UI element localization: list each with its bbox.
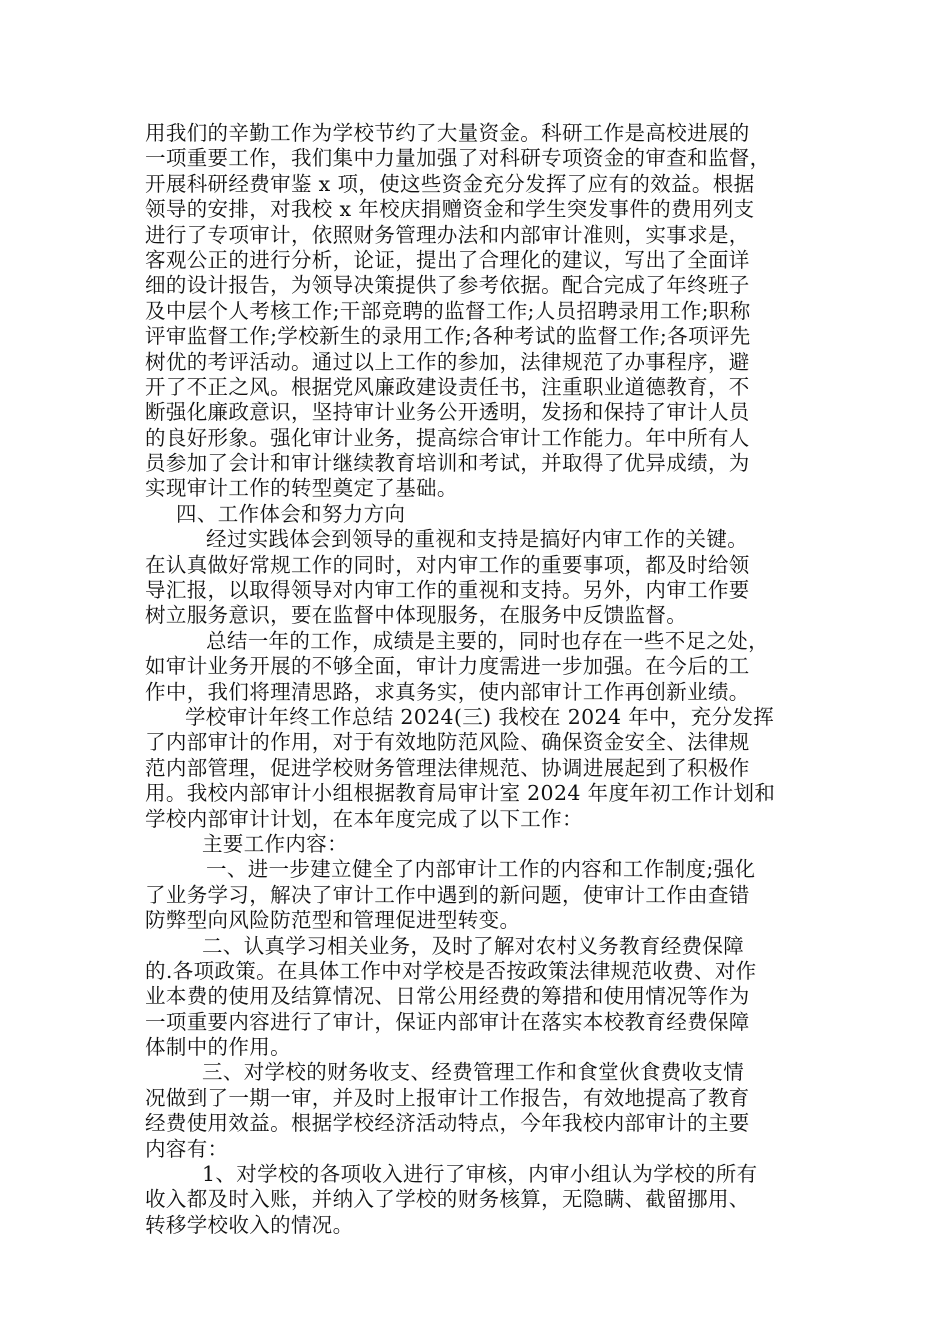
text-line: 二、认真学习相关业务，及时了解对农村义务教育经费保障 [202, 933, 745, 958]
section-heading: 主要工作内容： [202, 831, 348, 856]
text-line: 转移学校收入的情况。 [145, 1212, 354, 1237]
text-line: 业本费的使用及结算情况、日常公用经费的筹措和使用情况等作为 [145, 984, 750, 1009]
text-line: 了内部审计的作用，对于有效地防范风险、确保资金安全、法律规 [145, 730, 750, 755]
text-line: 开了不正之风。根据党风廉政建设责任书，注重职业道德教育，不 [145, 374, 750, 399]
document-body [145, 121, 815, 1238]
text-line: 况做到了一期一审，并及时上报审计工作报告，有效地提高了教育 [145, 1085, 750, 1110]
text-line: 作中，我们将理清思路，求真务实，使内部审计工作再创新业绩。 [145, 679, 750, 704]
text-line: 1、对学校的各项收入进行了审核，内审小组认为学校的所有 [202, 1162, 758, 1187]
text-line: 用。我校内部审计小组根据教育局审计室 2024 年度年初工作计划和 [145, 781, 776, 806]
text-line: 评审监督工作;学校新生的录用工作;各种考试的监督工作;各项评先 [145, 324, 751, 349]
text-line: 的良好形象。强化审计业务，提高综合审计工作能力。年中所有人 [145, 425, 750, 450]
text-line: 领导的安排，对我校 x 年校庆捐赠资金和学生突发事件的费用列支 [145, 197, 755, 222]
text-line: 一、进一步建立健全了内部审计工作的内容和工作制度;强化 [206, 857, 756, 882]
text-line: 员参加了会计和审计继续教育培训和考试，并取得了优异成绩，为 [145, 451, 750, 476]
text-line: 如审计业务开展的不够全面，审计力度需进一步加强。在今后的工 [145, 654, 750, 679]
text-line: 在认真做好常规工作的同时，对内审工作的重要事项，都及时给领 [145, 552, 750, 577]
text-line: 导汇报，以取得领导对内审工作的重视和支持。另外，内审工作要 [145, 578, 750, 603]
text-line: 树优的考评活动。通过以上工作的参加，法律规范了办事程序，避 [145, 349, 750, 374]
text-line: 范内部管理，促进学校财务管理法律规范、协调进展起到了积极作 [145, 755, 750, 780]
text-line: 进行了专项审计，依照财务管理办法和内部审计准则，实事求是， [145, 222, 750, 247]
text-line: 客观公正的进行分析，论证，提出了合理化的建议，写出了全面详 [145, 247, 750, 272]
text-line: 经过实践体会到领导的重视和支持是搞好内审工作的关键。 [206, 527, 749, 552]
text-line: 收入都及时入账，并纳入了学校的财务核算，无隐瞒、截留挪用、 [145, 1187, 750, 1212]
text-line: 及中层个人考核工作;干部竞聘的监督工作;人员招聘录用工作;职称 [145, 298, 751, 323]
text-line: 内容有： [145, 1136, 229, 1161]
text-line: 断强化廉政意识，坚持审计业务公开透明，发扬和保持了审计人员 [145, 400, 750, 425]
text-line: 经费使用效益。根据学校经济活动特点，今年我校内部审计的主要 [145, 1111, 750, 1136]
text-line: 学校内部审计计划，在本年度完成了以下工作： [145, 806, 583, 831]
text-line: 开展科研经费审鉴 x 项，使这些资金充分发挥了应有的效益。根据 [145, 171, 755, 196]
text-line: 总结一年的工作，成绩是主要的，同时也存在一些不足之处， [206, 628, 769, 653]
text-line: 了业务学习，解决了审计工作中遇到的新问题，使审计工作由查错 [145, 882, 750, 907]
text-line: 学校审计年终工作总结 2024(三) 我校在 2024 年中，充分发挥 [185, 704, 775, 729]
text-line: 实现审计工作的转型奠定了基础。 [145, 476, 458, 501]
text-line: 三、对学校的财务收支、经费管理工作和食堂伙食费收支情 [202, 1060, 745, 1085]
text-line: 细的设计报告，为领导决策提供了参考依据。配合完成了年终班子 [145, 273, 750, 298]
text-line: 体制中的作用。 [145, 1035, 291, 1060]
text-line: 一项重要内容进行了审计，保证内部审计在落实本校教育经费保障 [145, 1009, 750, 1034]
text-line: 用我们的辛勤工作为学校节约了大量资金。科研工作是高校进展的 [145, 121, 750, 145]
section-heading: 四、工作体会和努力方向 [176, 501, 406, 526]
text-line: 树立服务意识，要在监督中体现服务，在服务中反馈监督。 [145, 603, 688, 628]
text-line: 防弊型向风险防范型和管理促进型转变。 [145, 908, 521, 933]
text-line: 一项重要工作，我们集中力量加强了对科研专项资金的审查和监督， [145, 146, 771, 171]
text-line: 的.各项政策。在具体工作中对学校是否按政策法律规范收费、对作 [145, 958, 757, 983]
